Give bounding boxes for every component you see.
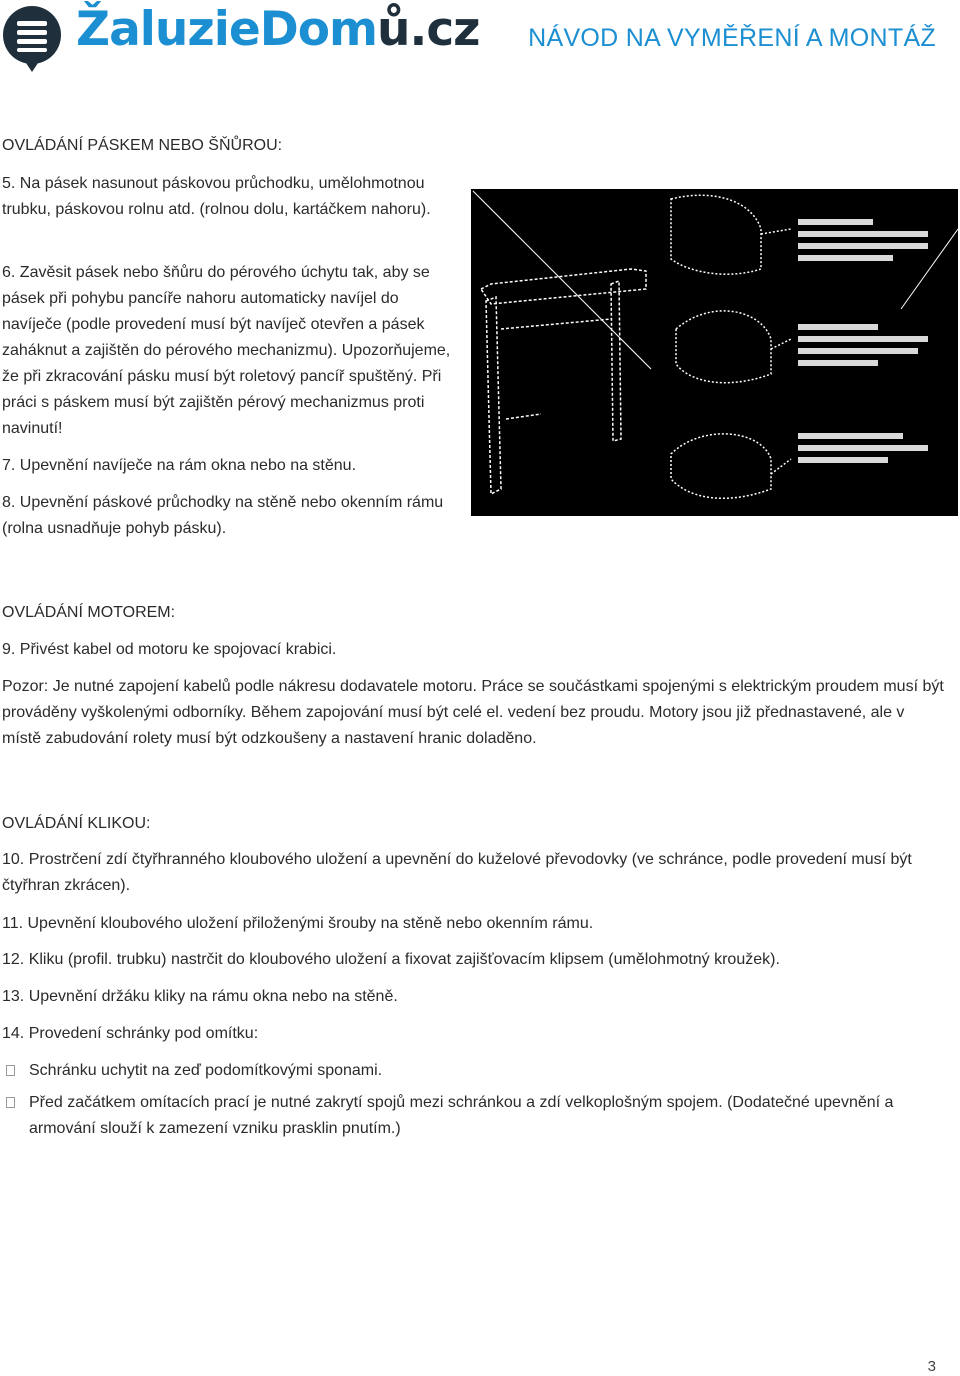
motor-warning: Pozor: Je nutné zapojení kabelů podle nákresu dodavatele motoru. Práce se součástkami spojenými s elektrickým proudem musí být prováděny vyškolenými odborníky. Během zapojování musí být celé el. vedení bez proudu. Motory jsou již přednastavené, ale v místě zabudování rolety musí být odzkoušeny a nastavení hranic doladěno. <box>2 678 944 747</box>
step-10: 10. Prostrčení zdí čtyřhranného kloubového uložení a upevnění do kuželové převodovky (ve schránce, podle provedení musí být čtyřhran zkrácen). <box>2 851 912 894</box>
section-title-crank: OVLÁDÁNÍ KLIKOU: <box>2 815 151 832</box>
bullet-box-icon <box>6 1065 15 1076</box>
step-7: 7. Upevnění navíječe na rám okna nebo na stěnu. <box>2 457 357 474</box>
step-12: 12. Kliku (profil. trubku) nastrčit do kloubového uložení a fixovat zajišťovacím klipsem (umělohmotný kroužek). <box>2 951 780 968</box>
page-number: 3 <box>927 1358 936 1375</box>
list-item: Před začátkem omítacích prací je nutné zakrytí spojů mezi schránkou a zdí velkoplošným spojem. (Dodatečné upevnění a armování slouží k zamezení vzniku prasklin pnutím.) <box>2 1090 942 1142</box>
step-13: 13. Upevnění držáku kliky na rámu okna nebo na stěně. <box>2 988 398 1005</box>
page-header <box>0 0 960 80</box>
document-title: NÁVOD NA VYMĚŘENÍ A MONTÁŽ <box>528 24 936 52</box>
bullet-box-icon <box>6 1097 15 1108</box>
list-item: Schránku uchytit na zeď podomítkovými sponami. <box>2 1058 942 1084</box>
step-9: 9. Přivést kabel od motoru ke spojovací krabici. <box>2 641 337 658</box>
step-8: 8. Upevnění páskové průchodky na stěně nebo okenním rámu (rolna usnadňuje pohyb pásku). <box>2 494 444 537</box>
step-6: 6. Zavěsit pásek nebo šňůru do pérového úchytu tak, aby se pásek při pohybu pancíře nahoru automaticky navíjel do navíječe (podle provedení musí být navíječ otevřen a pásek zaháknut a zajištěn do pérového mechanizmu). Upozorňujeme, že při zkracování pásku musí být roletový pancíř spuštěný. Při práci s páskem musí být zajištěn pérový mechanizmus proti navinutí! <box>2 264 451 437</box>
logo-wordmark[interactable]: ŽaluzieDomů.cz <box>76 2 480 57</box>
section-title-motor: OVLÁDÁNÍ MOTOREM: <box>2 604 176 621</box>
step-14: 14. Provedení schránky pod omítku: <box>2 1025 259 1042</box>
step-5: 5. Na pásek nasunout páskovou průchodku, umělohmotnou trubku, páskovou rolnu atd. (rolnou dolu, kartáčkem nahoru). <box>2 175 431 218</box>
step-11: 11. Upevnění kloubového uložení přiloženými šrouby na stěně nebo okenním rámu. <box>2 915 594 932</box>
mounting-diagram-image <box>471 189 958 516</box>
speech-bubble-blinds-icon <box>2 4 64 74</box>
section-title-tape: OVLÁDÁNÍ PÁSKEM NEBO ŠŇŮROU: <box>2 137 283 154</box>
